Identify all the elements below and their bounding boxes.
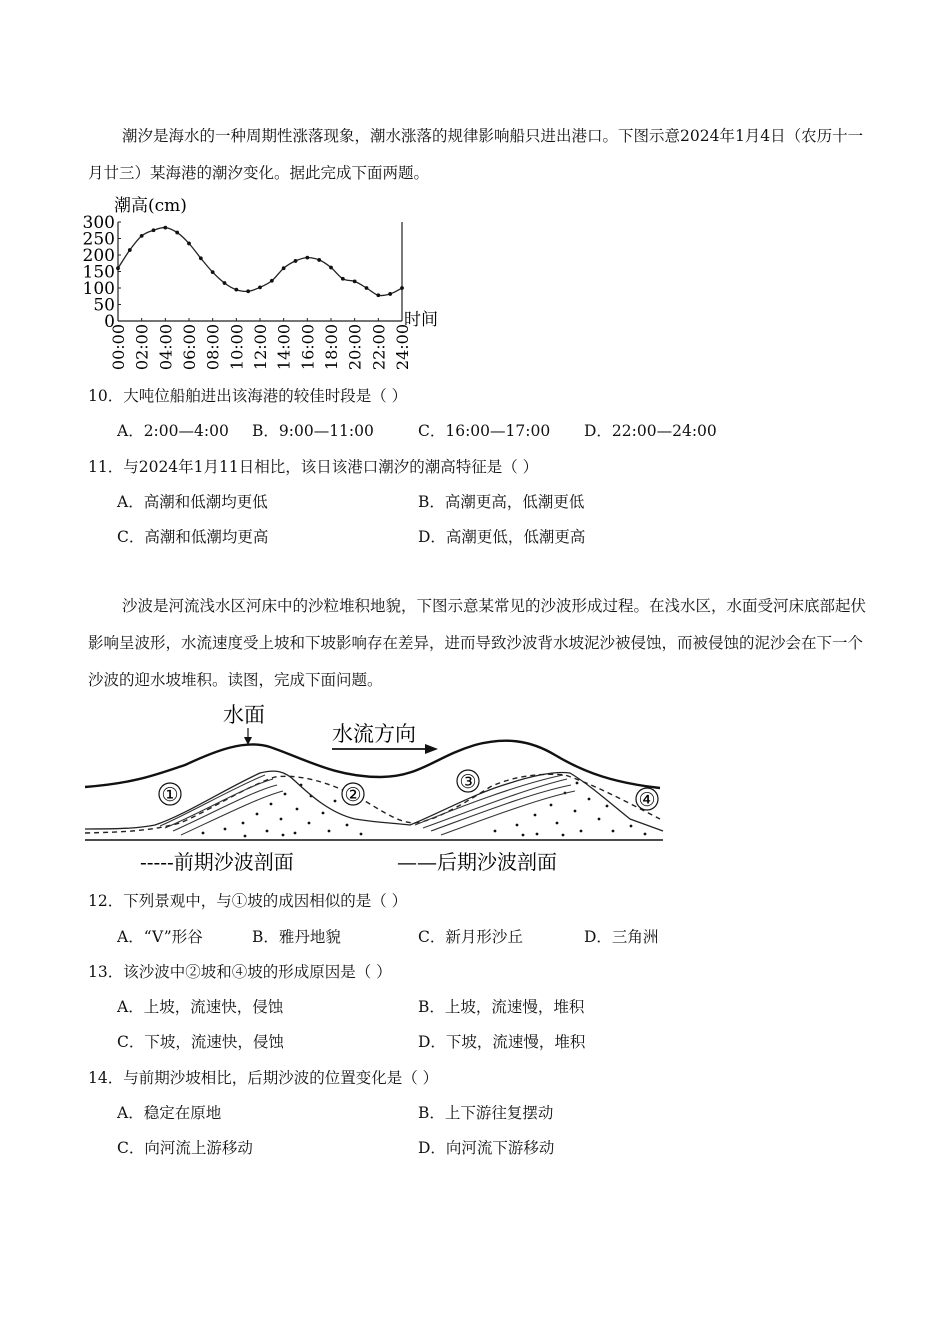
layer-line <box>173 785 277 831</box>
water-surface-line <box>85 741 660 788</box>
q14-option-a[interactable]: A．稳定在原地 <box>117 1104 222 1122</box>
tide-data-point <box>128 248 132 252</box>
x-tick-label: 00:00 <box>109 324 128 371</box>
tide-data-point <box>270 279 274 283</box>
tide-data-point <box>376 293 380 297</box>
tide-data-point <box>365 286 369 290</box>
x-tick-label: 08:00 <box>203 324 223 371</box>
q10-stem: 10．大吨位船舶进出该海港的较佳时段是（ ） <box>88 387 408 405</box>
q13-option-d[interactable]: D．下坡，流速慢，堆积 <box>418 1033 586 1051</box>
tide-data-point <box>388 292 392 296</box>
q10-option-c[interactable]: C．16:00—17:00 <box>418 422 551 440</box>
q14-option-d[interactable]: D．向河流下游移动 <box>418 1139 555 1157</box>
tide-data-point <box>187 242 191 246</box>
svg-text:②: ② <box>344 784 362 806</box>
layer-line <box>431 785 571 831</box>
tide-data-point <box>234 288 238 292</box>
q10-option-a[interactable]: A．2:00—4:00 <box>117 422 229 440</box>
y-tick-label: 300 <box>82 213 115 233</box>
q12-option-a[interactable]: A．“V”形谷 <box>117 928 203 946</box>
q12-option-b[interactable]: B．雅丹地貌 <box>252 928 341 946</box>
tide-data-point <box>353 280 357 284</box>
x-tick-label: 02:00 <box>132 324 152 371</box>
q14-option-c[interactable]: C．向河流上游移动 <box>117 1139 253 1157</box>
x-tick-label: 18:00 <box>322 324 341 371</box>
x-tick-label: 24:00 <box>393 324 412 371</box>
q14-stem: 14．与前期沙坡相比，后期沙波的位置变化是（ ） <box>88 1069 439 1087</box>
tide-data-point <box>400 286 404 290</box>
tide-data-point <box>305 256 309 260</box>
legend-late: ——后期沙波剖面 <box>397 850 557 874</box>
tide-data-point <box>199 256 203 260</box>
layer-line <box>423 779 567 828</box>
q11-option-b[interactable]: B．高潮更高，低潮更低 <box>418 493 585 511</box>
svg-text:③: ③ <box>459 771 477 793</box>
tide-data-point <box>282 266 286 270</box>
svg-text:④: ④ <box>638 789 656 811</box>
y-tick-label: 150 <box>82 262 115 283</box>
chart-ylabel: 潮高(cm) <box>114 196 187 216</box>
passage-tide: 潮汐是海水的一种周期性涨落现象，潮水涨落的规律影响船只进出港口。下图示意2024年1月4日（农历十一月廿三）某海港的潮汐变化。据此完成下面两题。 <box>88 127 864 182</box>
marker-2 <box>342 783 364 806</box>
y-tick-label: 200 <box>82 246 115 266</box>
chart-xlabel: 时间 <box>404 310 438 330</box>
q10-option-b[interactable]: B．9:00—11:00 <box>252 422 374 440</box>
tide-data-point <box>175 231 179 235</box>
x-tick-label: 14:00 <box>274 324 294 371</box>
tide-chart <box>80 188 460 373</box>
x-tick-label: 20:00 <box>345 324 365 371</box>
flow-direction-arrowhead <box>425 744 438 754</box>
tide-data-point <box>317 258 321 262</box>
marker-1 <box>159 783 181 806</box>
tide-data-point <box>163 226 167 230</box>
x-tick-label: 22:00 <box>369 324 389 371</box>
sandwave-diagram <box>85 695 665 880</box>
y-tick-label: 100 <box>82 279 115 299</box>
q13-option-a[interactable]: A．上坡，流速快，侵蚀 <box>117 998 284 1016</box>
tide-data-point <box>246 289 250 293</box>
marker-4 <box>636 788 658 811</box>
q10-option-d[interactable]: D．22:00—24:00 <box>584 422 717 440</box>
y-tick-label: 0 <box>104 312 115 332</box>
water-surface-label: 水面 <box>223 703 265 727</box>
q13-stem: 13．该沙波中②坡和④坡的形成原因是（ ） <box>88 963 392 981</box>
tide-data-point <box>211 270 215 274</box>
q13-option-b[interactable]: B．上坡，流速慢，堆积 <box>418 998 585 1016</box>
passage-sandwave: 沙波是河流浅水区河床中的沙粒堆积地貌，下图示意某常见的沙波形成过程。在浅水区，水面受河床底部起伏影响呈波形，水流速度受上坡和下坡影响存在差异，进而导致沙波背水坡泥沙被侵蚀，而被侵蚀的泥沙会在下一个沙波的迎水坡堆积。读图，完成下面问题。 <box>88 597 867 689</box>
x-tick-label: 10:00 <box>227 324 247 371</box>
q11-stem: 11．与2024年1月11日相比，该日该港口潮汐的潮高特征是（ ） <box>88 458 539 476</box>
tide-data-point <box>223 281 227 285</box>
y-tick-label: 50 <box>93 295 115 316</box>
sand-stipple <box>202 782 647 838</box>
q11-option-c[interactable]: C．高潮和低潮均更高 <box>117 528 269 546</box>
tide-data-point <box>140 234 144 238</box>
svg-text:①: ① <box>161 784 179 806</box>
tide-data-point <box>152 228 156 232</box>
q12-stem: 12．下列景观中，与①坡的成因相似的是（ ） <box>88 892 408 910</box>
tide-data-point <box>116 266 120 270</box>
x-tick-label: 16:00 <box>298 324 318 371</box>
x-tick-label: 12:00 <box>251 324 270 371</box>
x-tick-label: 04:00 <box>156 324 176 371</box>
q12-option-d[interactable]: D．三角洲 <box>584 928 659 946</box>
y-tick-label: 250 <box>82 229 115 250</box>
tide-series-line <box>118 228 402 296</box>
q11-option-a[interactable]: A．高潮和低潮均更低 <box>117 493 268 511</box>
tide-data-point <box>258 285 262 289</box>
tide-data-point <box>294 259 298 263</box>
q12-option-c[interactable]: C．新月形沙丘 <box>418 928 523 946</box>
tide-data-point <box>341 277 345 281</box>
marker-3 <box>457 770 479 793</box>
tide-data-point <box>329 266 333 270</box>
q11-option-d[interactable]: D．高潮更低，低潮更高 <box>418 528 586 546</box>
q13-option-c[interactable]: C．下坡，流速快，侵蚀 <box>117 1033 284 1051</box>
q14-option-b[interactable]: B．上下游往复摆动 <box>418 1104 554 1122</box>
x-tick-label: 06:00 <box>180 324 199 371</box>
flow-direction-label: 水流方向 <box>332 722 416 746</box>
legend-early: -----前期沙波剖面 <box>140 850 294 874</box>
